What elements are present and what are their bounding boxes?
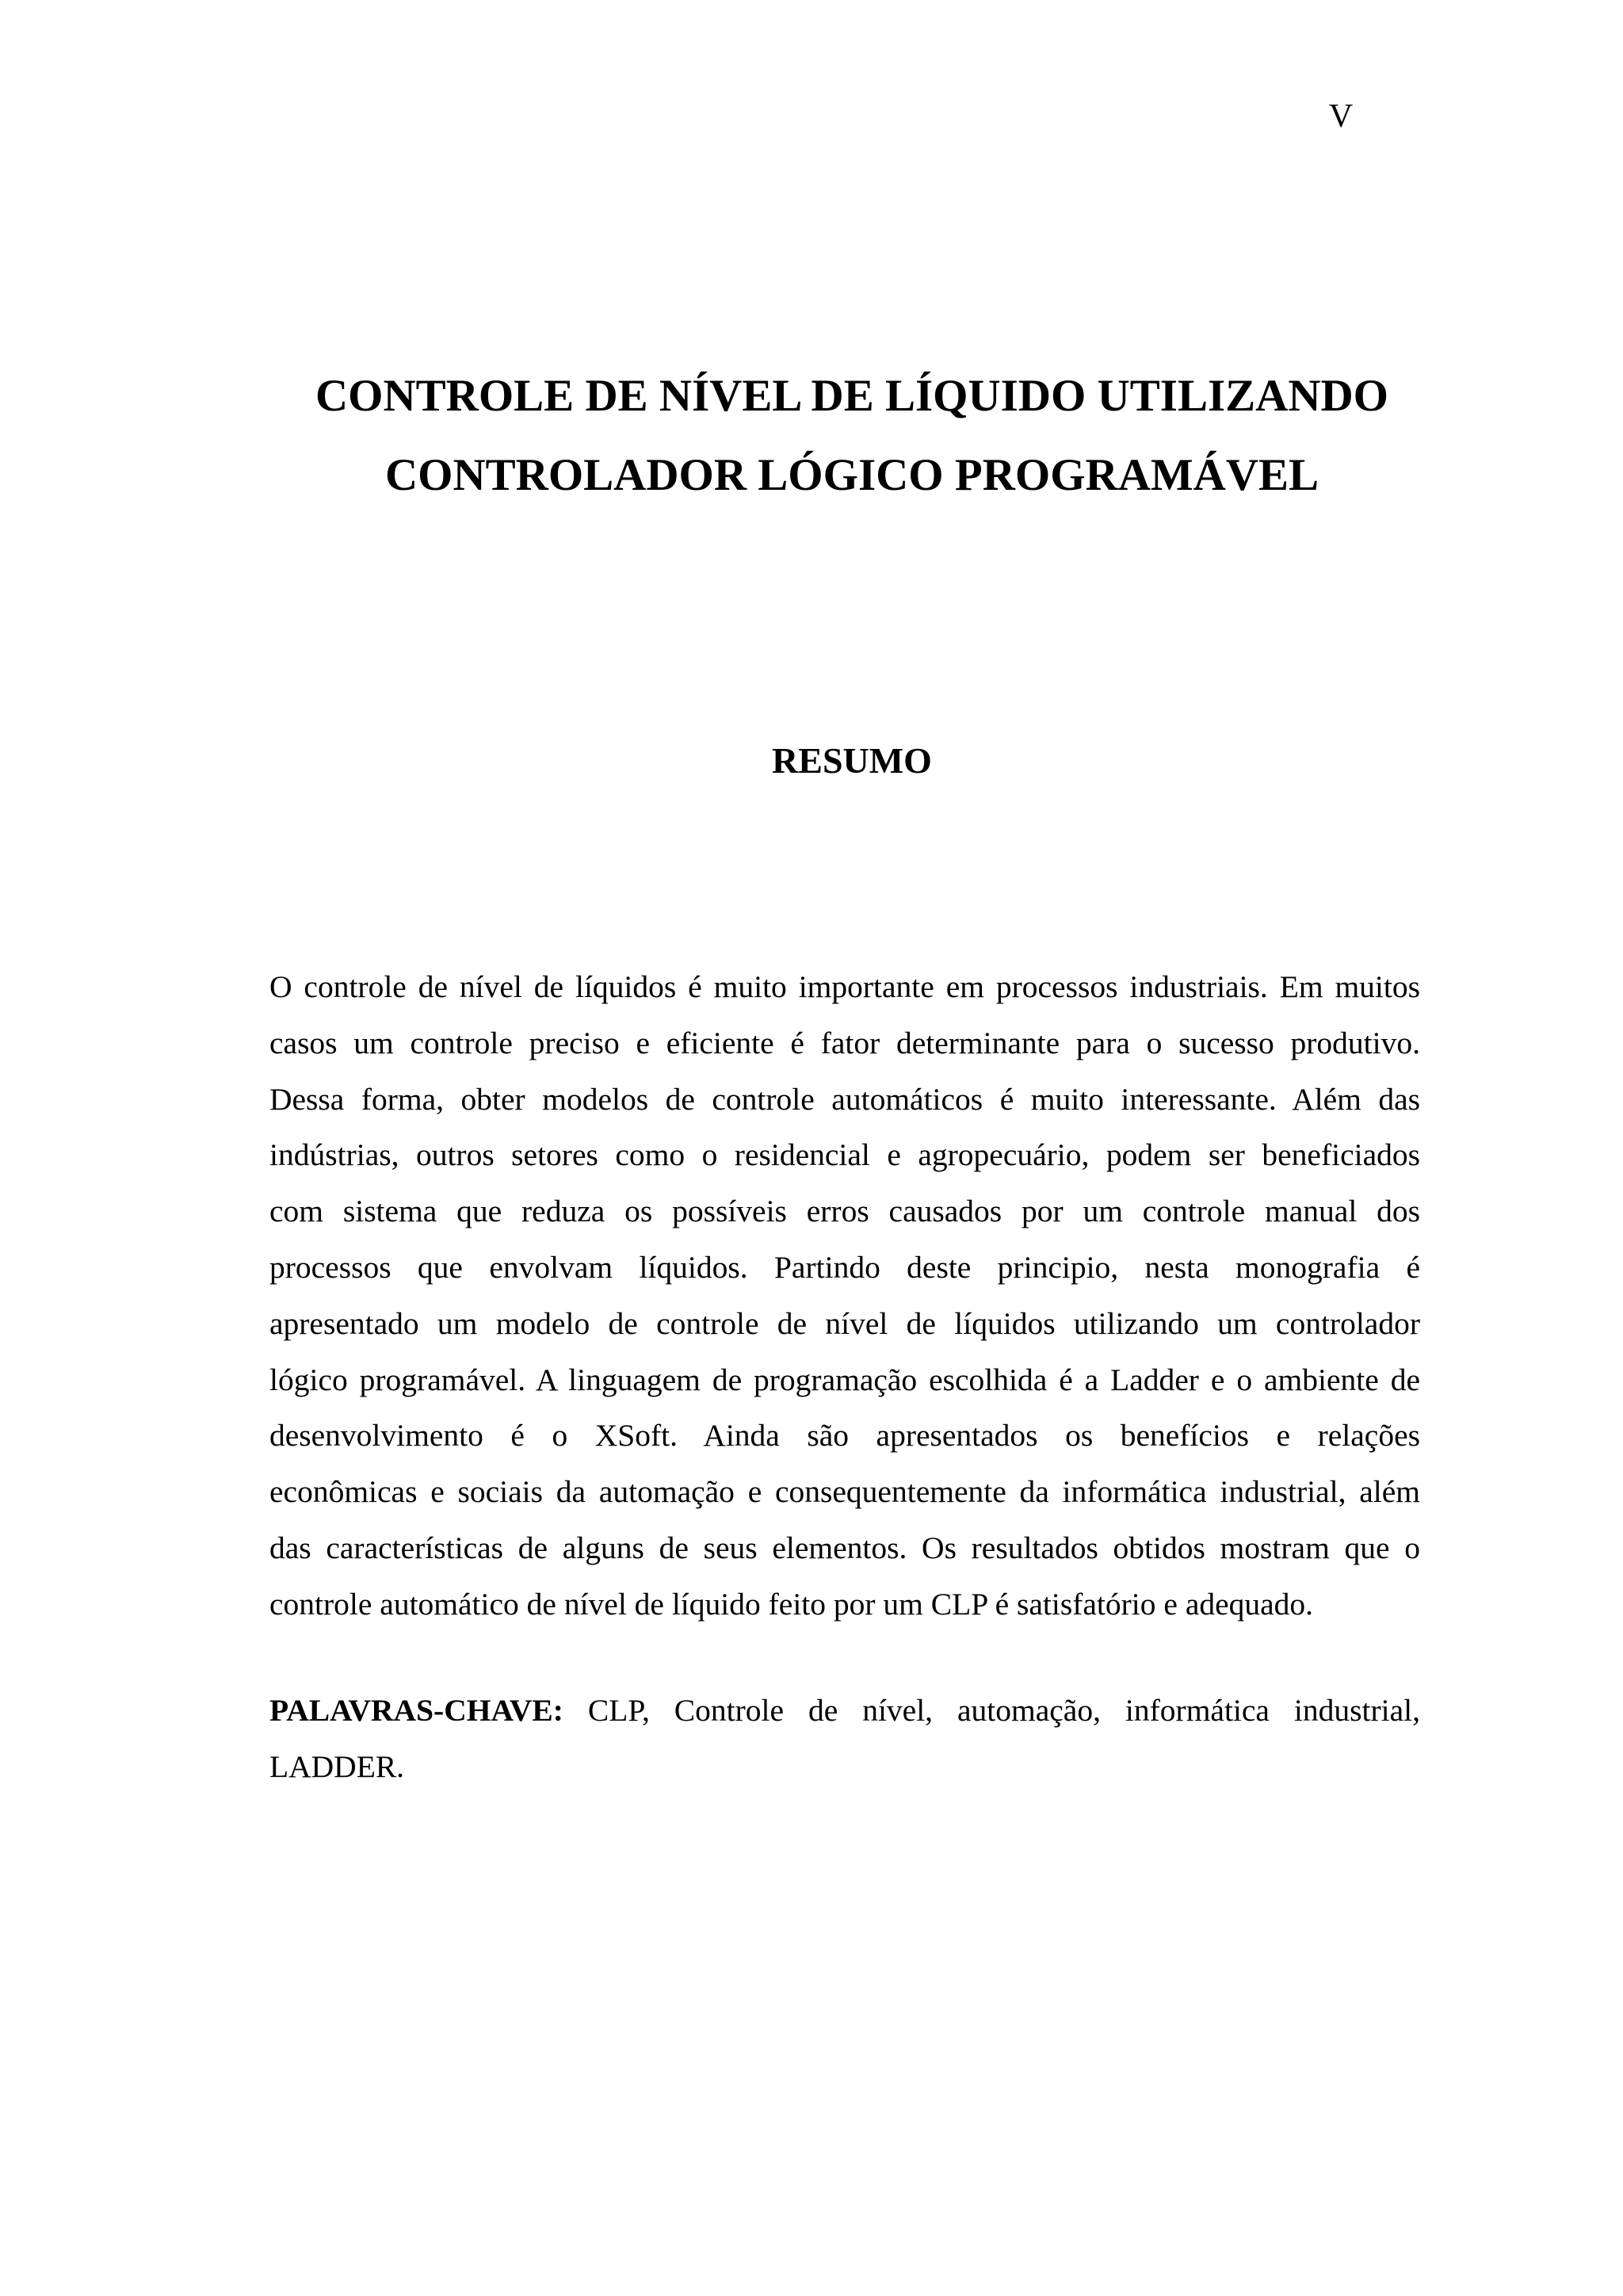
abstract-line: lógico programável. A linguagem de programação escolhida é a Ladder e o ambiente de (269, 1362, 1420, 1397)
abstract-paragraph (269, 959, 1420, 1633)
abstract-line: desenvolvimento é o XSoft. Ainda são apresentados os benefícios e relações (269, 1418, 1420, 1454)
abstract-line: processos que envolvam líquidos. Partindo deste principio, nesta monografia é (269, 1249, 1420, 1285)
abstract-line: econômicas e sociais da automação e consequentemente da informática industrial, além (269, 1474, 1420, 1510)
keywords-line-2: LADDER. (269, 1748, 405, 1784)
abstract-line: apresentado um modelo de controle de nível de líquidos utilizando um controlador (269, 1305, 1420, 1341)
document-title (269, 357, 1434, 515)
abstract-line: Dessa forma, obter modelos de controle automáticos é muito interessante. Além das (269, 1081, 1420, 1117)
title-line-1: CONTROLE DE NÍVEL DE LÍQUIDO UTILIZANDO (315, 371, 1389, 421)
page-number: V (1328, 98, 1354, 135)
abstract-line: indústrias, outros setores como o residencial e agropecuário, podem ser beneficiados (269, 1137, 1420, 1173)
abstract-line: controle automático de nível de líquido feito por um CLP é satisfatório e adequado. (269, 1586, 1314, 1622)
section-heading-resumo: RESUMO (772, 740, 932, 781)
abstract-line: com sistema que reduza os possíveis erros causados por um controle manual dos (269, 1194, 1420, 1229)
keywords-text: CLP, Controle de nível, automação, informática industrial, (563, 1693, 1420, 1728)
abstract-line: casos um controle preciso e eficiente é fator determinante para o sucesso produtivo. (269, 1025, 1420, 1060)
keywords-label: PALAVRAS-CHAVE: (269, 1693, 563, 1728)
keywords-line-1 (269, 1683, 1420, 1739)
keywords-paragraph (269, 1683, 1420, 1795)
abstract-line: O controle de nível de líquidos é muito importante em processos industriais. Em muitos (269, 969, 1420, 1004)
title-line-2: CONTROLADOR LÓGICO PROGRAMÁVEL (384, 450, 1319, 500)
abstract-line: das características de alguns de seus elementos. Os resultados obtidos mostram que o (269, 1530, 1420, 1565)
